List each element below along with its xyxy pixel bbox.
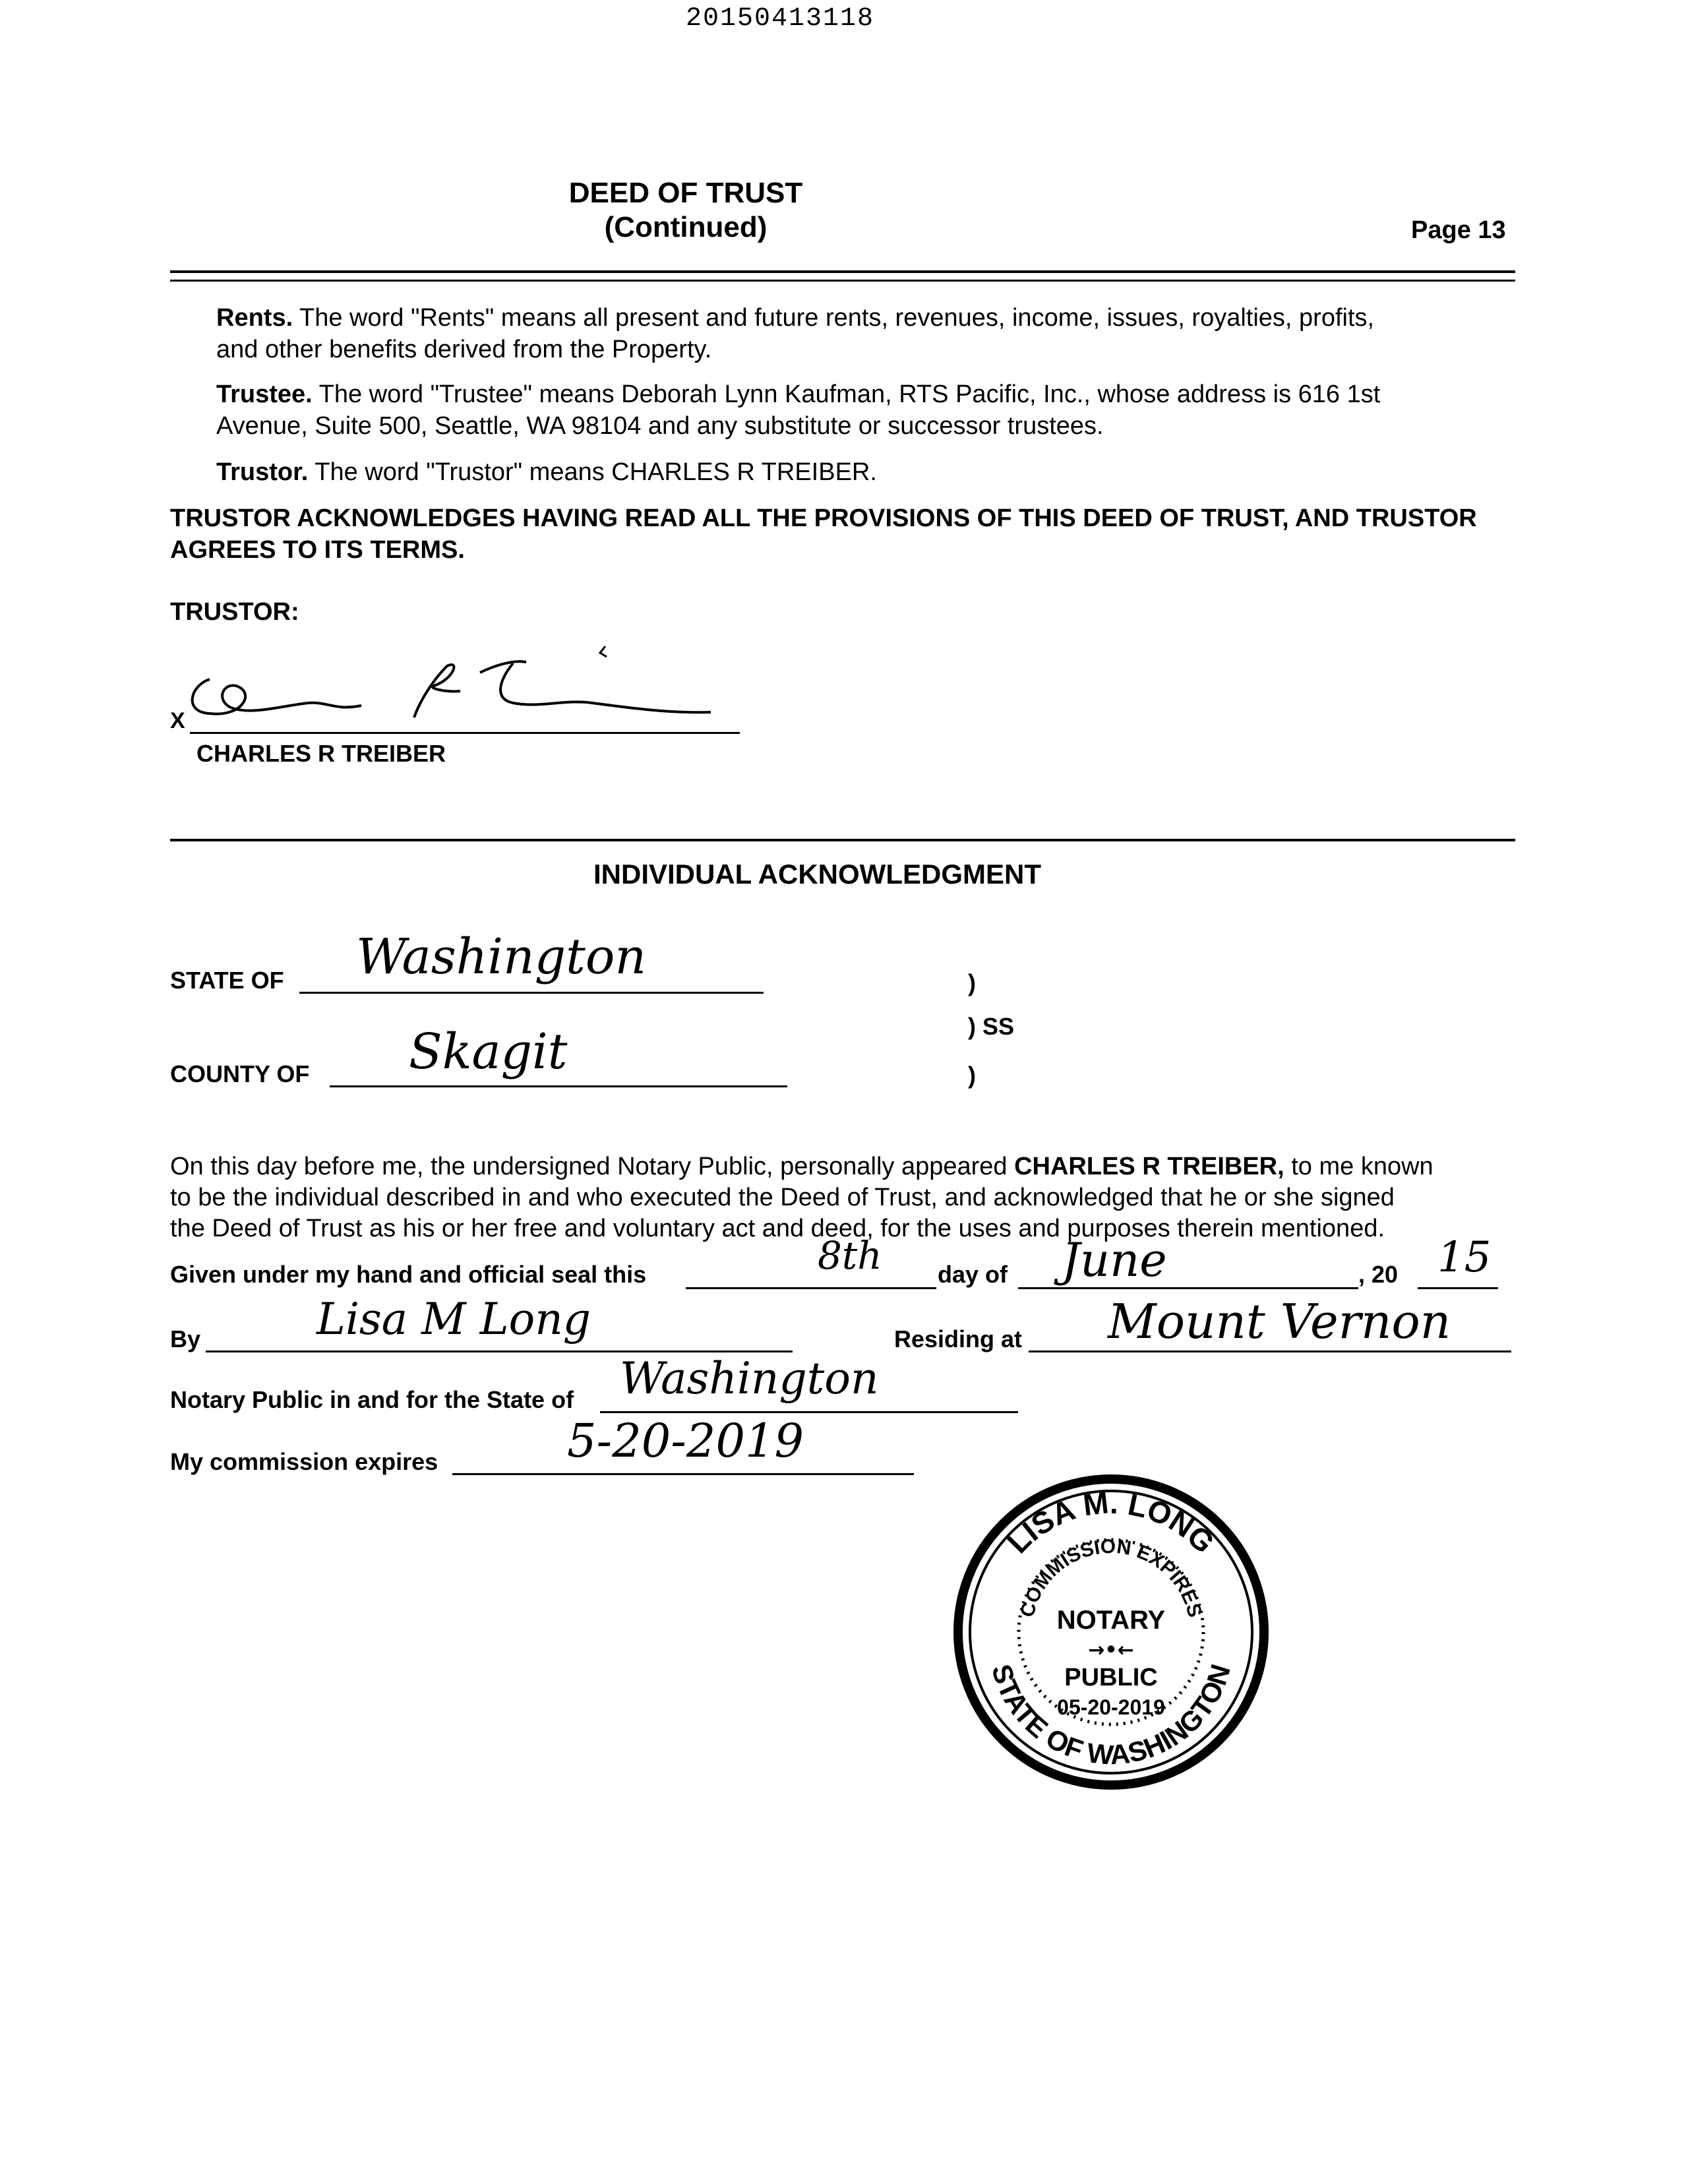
document-title: DEED OF TRUST bbox=[568, 177, 803, 209]
county-paren: ) bbox=[968, 1062, 976, 1089]
acknowledgment-heading: INDIVIDUAL ACKNOWLEDGMENT bbox=[593, 859, 1041, 890]
notary-seal bbox=[943, 1464, 1279, 1800]
trustor-label: TRUSTOR: bbox=[170, 598, 299, 626]
residing-handwritten: Mount Vernon bbox=[1108, 1294, 1451, 1349]
given-label: Given under my hand and official seal this bbox=[170, 1261, 647, 1288]
seal-inner-text: COMMISSION EXPIRES bbox=[1016, 1535, 1206, 1620]
header-rule-bottom bbox=[170, 280, 1515, 282]
acknowledgment-body bbox=[170, 1151, 1528, 1244]
body-text: the Deed of Trust as his or her free and voluntary act and deed, for the uses and purposes therein mentioned. bbox=[170, 1215, 1385, 1242]
definition-trustor bbox=[216, 456, 1522, 488]
acknowledgement-line: AGREES TO ITS TERMS. bbox=[170, 536, 465, 564]
definition-trustee bbox=[216, 379, 1522, 442]
notary-state-label: Notary Public in and for the State of bbox=[170, 1386, 574, 1413]
definition-term: Rents. bbox=[216, 304, 293, 332]
seal-arrow-icon: →•← bbox=[1088, 1639, 1134, 1662]
definition-term: Trustor. bbox=[216, 458, 309, 486]
month-line bbox=[1018, 1287, 1358, 1289]
acknowledgement-line: TRUSTOR ACKNOWLEDGES HAVING READ ALL THE PROVISIONS OF THIS DEED OF TRUST, AND TRUSTOR bbox=[170, 504, 1477, 532]
year-line bbox=[1418, 1287, 1498, 1289]
notary-signature: Lisa M Long bbox=[316, 1294, 591, 1345]
definition-text: and other benefits derived from the Property. bbox=[216, 336, 712, 363]
state-line bbox=[299, 992, 764, 994]
signature-scribble bbox=[170, 640, 764, 739]
body-text: to be the individual described in and who executed the Deed of Trust, and acknowledged that he or she signed bbox=[170, 1184, 1395, 1211]
header-rule-top bbox=[170, 270, 1515, 273]
recording-number: 20150413118 bbox=[686, 4, 875, 34]
definition-text: The word "Trustor" means CHARLES R TREIBER. bbox=[315, 458, 877, 486]
state-label: STATE OF bbox=[170, 967, 284, 994]
notary-stamp bbox=[943, 1464, 1279, 1800]
definition-text: The word "Trustee" means Deborah Lynn Kaufman, RTS Pacific, Inc., whose address is 616 1st bbox=[318, 380, 1381, 408]
ss-marker: ) SS bbox=[968, 1013, 1015, 1040]
appearing-party: CHARLES R TREIBER, bbox=[1014, 1153, 1284, 1180]
county-handwritten: Skagit bbox=[409, 1023, 568, 1080]
section-divider bbox=[170, 839, 1515, 841]
seal-public: PUBLIC bbox=[1064, 1664, 1158, 1691]
trustor-acknowledgement bbox=[170, 502, 1528, 566]
seal-date: 05-20-2019 bbox=[1057, 1695, 1165, 1719]
document-subtitle: (Continued) bbox=[604, 211, 768, 243]
notary-state-line bbox=[600, 1411, 1018, 1413]
definition-text: Avenue, Suite 500, Seattle, WA 98104 and any substitute or successor trustees. bbox=[216, 412, 1104, 440]
seal-notary: NOTARY bbox=[1056, 1606, 1166, 1635]
page-number: Page 13 bbox=[1411, 216, 1506, 244]
notary-state-handwritten: Washington bbox=[620, 1353, 879, 1404]
commission-handwritten: 5-20-2019 bbox=[567, 1414, 804, 1468]
signature-x-mark: X bbox=[170, 708, 185, 733]
commission-line bbox=[452, 1473, 914, 1475]
county-label: COUNTY OF bbox=[170, 1060, 310, 1087]
definition-rents bbox=[216, 302, 1522, 365]
state-handwritten: Washington bbox=[356, 928, 647, 985]
trustor-printed-name: CHARLES R TREIBER bbox=[196, 740, 446, 767]
trustor-signature bbox=[170, 640, 764, 739]
day-handwritten: 8th bbox=[818, 1233, 882, 1278]
commission-label: My commission expires bbox=[170, 1448, 438, 1475]
seal-name: LISA M. LONG bbox=[1000, 1485, 1222, 1560]
residing-line bbox=[1029, 1350, 1511, 1352]
day-of-label: day of bbox=[938, 1261, 1008, 1288]
body-text: to me known bbox=[1284, 1153, 1433, 1180]
body-text: On this day before me, the undersigned Notary Public, personally appeared bbox=[170, 1153, 1015, 1180]
definition-term: Trustee. bbox=[216, 380, 313, 408]
month-handwritten: June bbox=[1062, 1233, 1167, 1287]
residing-label: Residing at bbox=[894, 1325, 1023, 1352]
county-line bbox=[330, 1085, 787, 1087]
state-paren: ) bbox=[968, 969, 976, 996]
year-handwritten: 15 bbox=[1437, 1233, 1492, 1282]
definition-text: The word "Rents" means all present and future rents, revenues, income, issues, royalties, profits, bbox=[299, 304, 1375, 332]
year-prefix: , 20 bbox=[1358, 1261, 1399, 1288]
day-line bbox=[686, 1287, 936, 1289]
seal-state: STATE OF WASHINGTON bbox=[986, 1660, 1236, 1771]
by-line bbox=[206, 1350, 793, 1352]
signature-line bbox=[190, 732, 740, 734]
by-label: By bbox=[170, 1325, 201, 1352]
